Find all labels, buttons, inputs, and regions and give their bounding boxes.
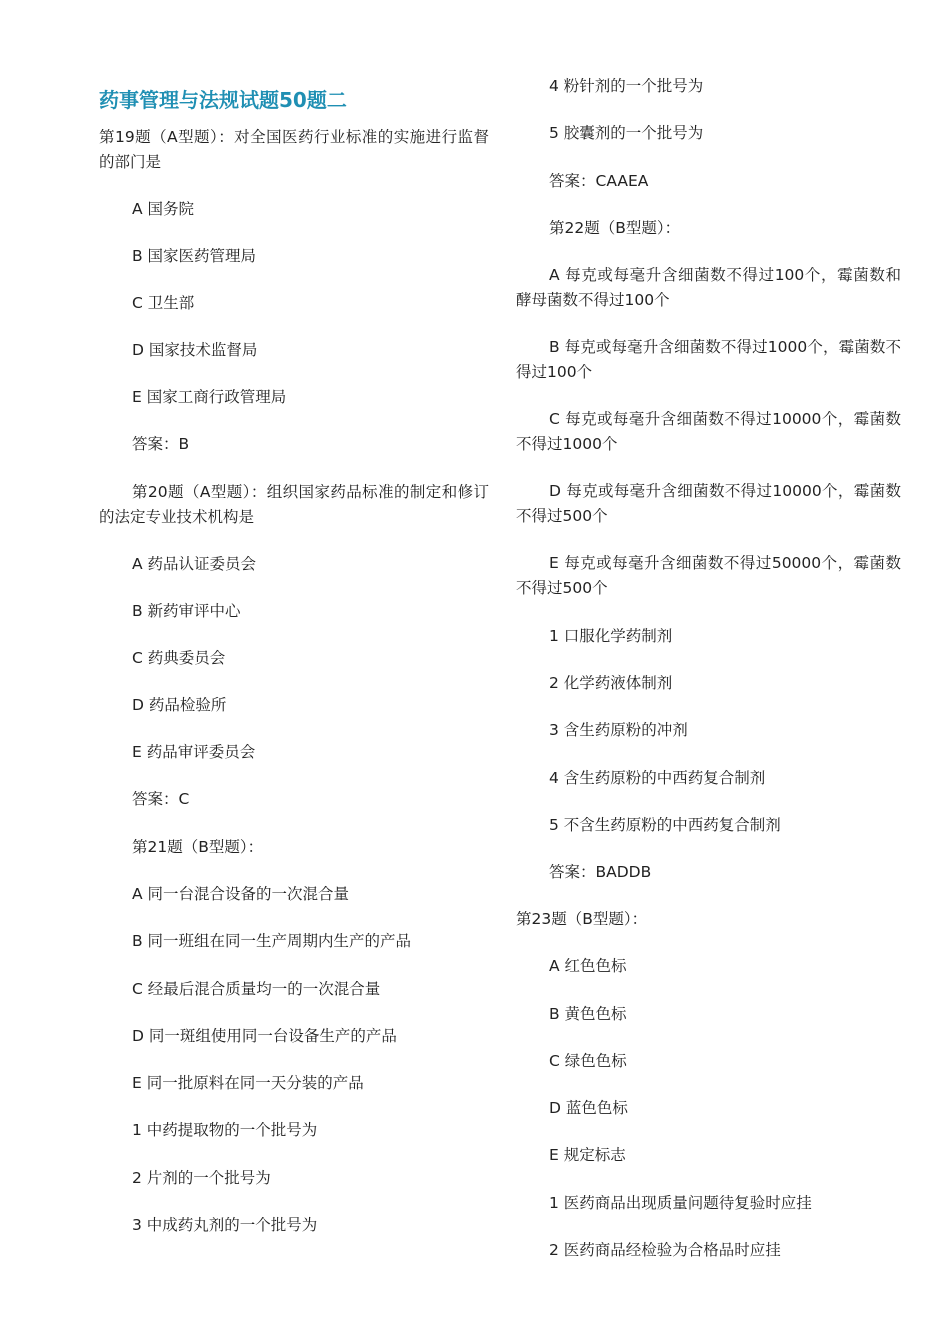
q22-item-1: 1 口服化学药制剂	[549, 627, 673, 645]
q21-item-3: 3 中成药丸剂的一个批号为	[132, 1216, 318, 1234]
q20-option-d: D 药品检验所	[132, 696, 227, 714]
q23-option-a: A 红色色标	[549, 957, 627, 975]
q21-item-5: 5 胶囊剂的一个批号为	[549, 124, 704, 142]
q22-item-3: 3 含生药原粉的冲剂	[549, 721, 688, 739]
q23-option-d: D 蓝色色标	[549, 1099, 628, 1117]
q22-item-4: 4 含生药原粉的中西药复合制剂	[549, 769, 766, 787]
q21-option-d: D 同一斑组使用同一台设备生产的产品	[132, 1027, 397, 1045]
q22-item-5: 5 不含生药原粉的中西药复合制剂	[549, 816, 781, 834]
question-19-stem: 第19题（A型题）：对全国医药行业标准的实施进行监督的部门是	[99, 128, 489, 171]
q20-option-a: A 药品认证委员会	[132, 555, 257, 573]
q23-item-2: 2 医药商品经检验为合格品时应挂	[549, 1241, 781, 1259]
q20-option-b: B 新药审评中心	[132, 602, 241, 620]
q20-answer: 答案：C	[132, 790, 190, 808]
q21-option-b: B 同一班组在同一生产周期内生产的产品	[132, 932, 412, 950]
q22-answer: 答案：BADDB	[549, 863, 652, 881]
q19-option-d: D 国家技术监督局	[132, 341, 258, 359]
q23-item-1: 1 医药商品出现质量问题待复验时应挂	[549, 1194, 812, 1212]
q23-option-e: E 规定标志	[549, 1146, 626, 1164]
q21-item-4: 4 粉针剂的一个批号为	[549, 77, 704, 95]
q19-option-a: A 国务院	[132, 200, 195, 218]
q19-option-b: B 国家医药管理局	[132, 247, 257, 265]
q21-answer: 答案：CAAEA	[549, 172, 649, 190]
question-21-stem: 第21题（B型题）：	[132, 838, 264, 856]
q21-option-a: A 同一台混合设备的一次混合量	[132, 885, 350, 903]
question-20-stem: 第20题（A型题）：组织国家药品标准的制定和修订的法定专业技术机构是	[99, 483, 489, 526]
q21-option-c: C 经最后混合质量均一的一次混合量	[132, 980, 381, 998]
q21-option-e: E 同一批原料在同一天分装的产品	[132, 1074, 364, 1092]
q19-option-e: E 国家工商行政管理局	[132, 388, 287, 406]
document-title: 药事管理与法规试题50题二	[99, 88, 347, 112]
q22-item-2: 2 化学药液体制剂	[549, 674, 673, 692]
q21-item-1: 1 中药提取物的一个批号为	[132, 1121, 318, 1139]
q22-option-e: E 每克或每毫升含细菌数不得过50000个，霉菌数不得过500个	[516, 554, 901, 597]
question-22-stem: 第22题（B型题）：	[549, 219, 681, 237]
q21-item-2: 2 片剂的一个批号为	[132, 1169, 271, 1187]
q19-option-c: C 卫生部	[132, 294, 195, 312]
q20-option-c: C 药典委员会	[132, 649, 226, 667]
q22-option-b: B 每克或每毫升含细菌数不得过1000个，霉菌数不得过100个	[516, 338, 901, 381]
q22-option-a: A 每克或每毫升含细菌数不得过100个，霉菌数和酵母菌数不得过100个	[516, 266, 901, 309]
question-23-stem: 第23题（B型题）：	[516, 910, 648, 928]
q20-option-e: E 药品审评委员会	[132, 743, 256, 761]
q22-option-c: C 每克或每毫升含细菌数不得过10000个，霉菌数不得过1000个	[516, 410, 901, 453]
q19-answer: 答案：B	[132, 435, 190, 453]
q23-option-c: C 绿色色标	[549, 1052, 627, 1070]
q23-option-b: B 黄色色标	[549, 1005, 627, 1023]
q22-option-d: D 每克或每毫升含细菌数不得过10000个，霉菌数不得过500个	[516, 482, 901, 525]
